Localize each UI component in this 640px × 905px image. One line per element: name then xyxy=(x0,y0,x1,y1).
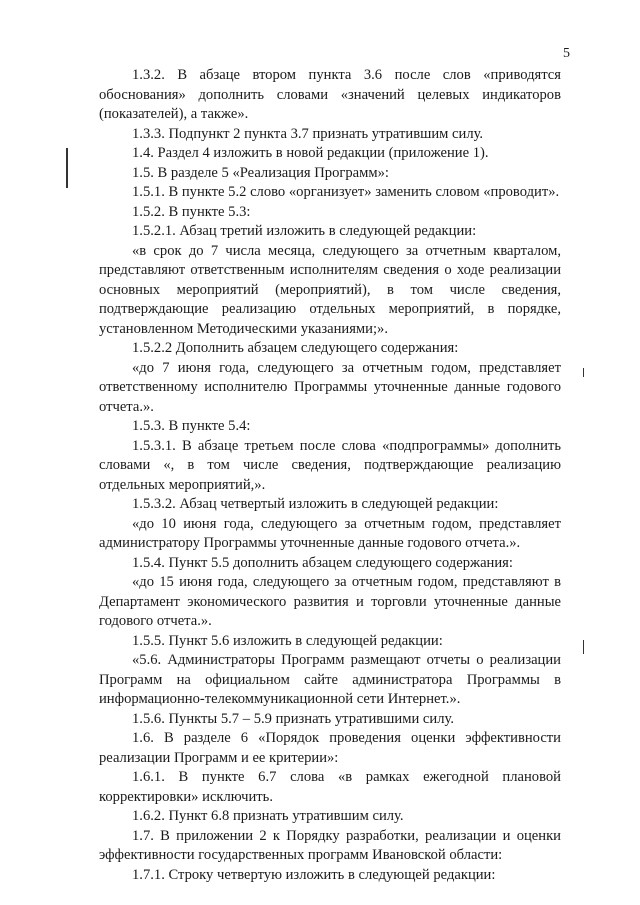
margin-mark xyxy=(583,640,584,654)
quoted-paragraph: «до 15 июня года, следующего за отчетным годом, представляют в Департамент экономического развития и торговли уточненные данные годового отчета.». xyxy=(99,574,561,629)
paragraph: 1.5. В разделе 5 «Реализация Программ»: xyxy=(132,164,389,181)
paragraph: 1.6. В разделе 6 «Порядок проведения оценки эффективности реализации Программ и ее критерии»: xyxy=(99,730,561,766)
paragraph: 1.5.1. В пункте 5.2 слово «организует» заменить словом «проводит». xyxy=(132,184,560,200)
quoted-paragraph: «в срок до 7 числа месяца, следующего за отчетным кварталом, представляют ответственным исполнителям сведения о ходе реализации основных мероприятий (мероприятий), в том числе сведения, подтверждающие реализацию отдельных мероприятий, в порядке, установленном Методическими указаниями;». xyxy=(99,242,561,337)
paragraph: 1.4. Раздел 4 изложить в новой редакции (приложение 1). xyxy=(132,145,489,161)
paragraph: 1.3.2. В абзаце втором пункта 3.6 после слов «приводятся обоснования» дополнить словами «значений целевых индикаторов (показателей), а также». xyxy=(99,67,561,122)
paragraph: 1.5.3.1. В абзаце третьем после слова «подпрограммы» дополнить словами «, в том числе сведения, подтверждающие реализацию отдельных мероприятий,». xyxy=(99,437,561,493)
paragraph: 1.5.6. Пункты 5.7 – 5.9 признать утратившими силу. xyxy=(132,710,454,727)
document-body xyxy=(99,66,561,885)
paragraph: 1.5.3. В пункте 5.4: xyxy=(132,418,251,434)
paragraph: 1.5.4. Пункт 5.5 дополнить абзацем следующего содержания: xyxy=(132,554,513,571)
paragraph: 1.7.1. Строку четвертую изложить в следующей редакции: xyxy=(132,866,496,883)
page-number: 5 xyxy=(563,46,570,61)
quoted-paragraph: «до 10 июня года, следующего за отчетным годом, представляет администратору Программы уточненные данные годового отчета.». xyxy=(99,515,561,551)
paragraph: 1.5.3.2. Абзац четвертый изложить в следующей редакции: xyxy=(132,496,499,512)
paragraph: 1.5.5. Пункт 5.6 изложить в следующей редакции: xyxy=(132,632,443,649)
paragraph: 1.5.2.2 Дополнить абзацем следующего содержания: xyxy=(132,340,459,356)
quoted-paragraph: «до 7 июня года, следующего за отчетным годом, представляет ответственному исполнителю Программы уточненные данные годового отчета.». xyxy=(99,359,561,415)
paragraph: 1.3.3. Подпункт 2 пункта 3.7 признать утратившим силу. xyxy=(132,125,484,142)
paragraph: 1.6.2. Пункт 6.8 признать утратившим силу. xyxy=(132,808,404,824)
paragraph: 1.5.2. В пункте 5.3: xyxy=(132,203,251,220)
quoted-paragraph: «5.6. Администраторы Программ размещают отчеты о реализации Программ на официальном сайте администратора Программы в информационно-телекоммуникационной сети Интернет.». xyxy=(99,652,561,707)
margin-mark xyxy=(66,148,68,188)
paragraph: 1.5.2.1. Абзац третий изложить в следующей редакции: xyxy=(132,223,477,239)
margin-mark xyxy=(583,368,584,377)
paragraph: 1.6.1. В пункте 6.7 слова «в рамках ежегодной плановой корректировки» исключить. xyxy=(99,769,561,805)
paragraph: 1.7. В приложении 2 к Порядку разработки, реализации и оценки эффективности государственных программ Ивановской области: xyxy=(99,827,561,863)
